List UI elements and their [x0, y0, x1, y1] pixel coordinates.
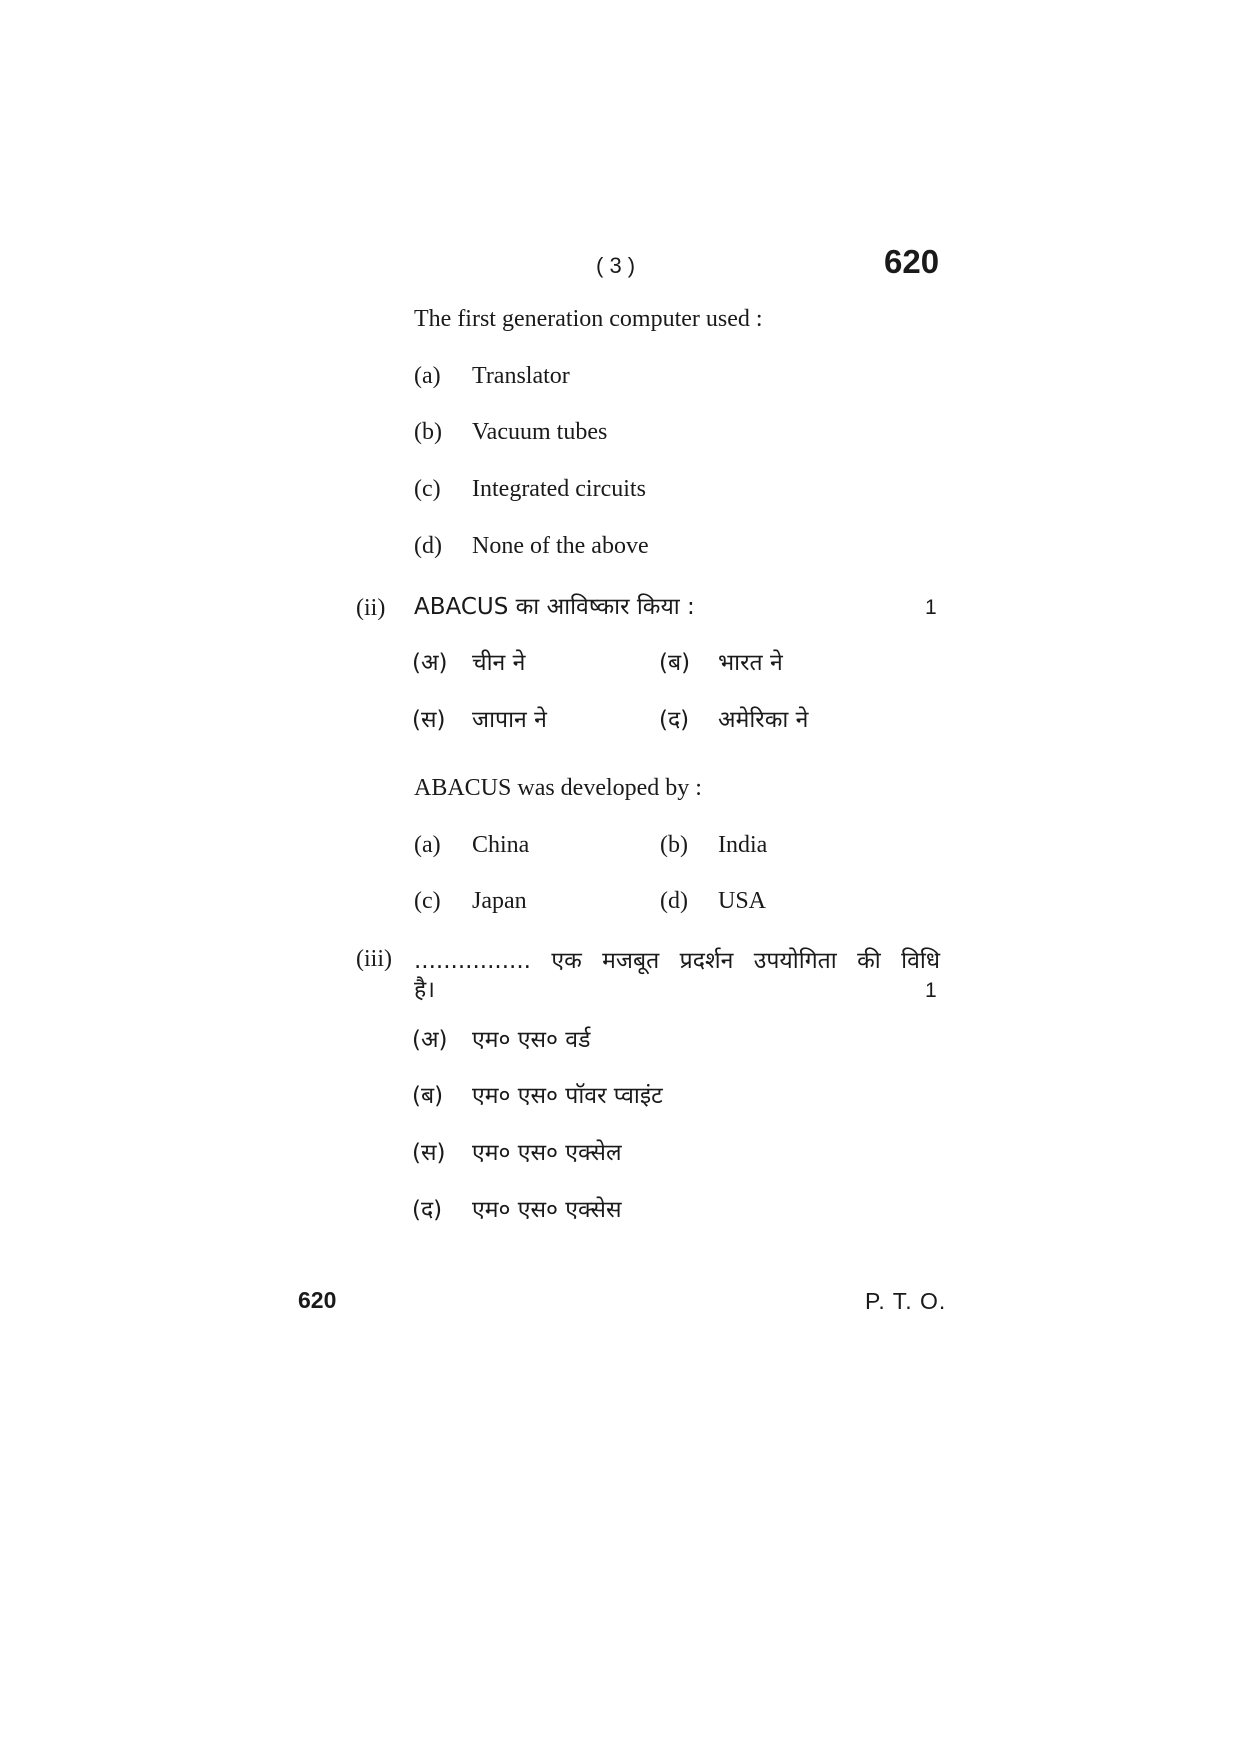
option-text: None of the above [472, 533, 649, 559]
option-label: (d) [660, 888, 688, 914]
option-text: एम० एस० वर्ड [472, 1027, 591, 1053]
paper-code-header: 620 [884, 243, 940, 280]
q1-english-question: The first generation computer used : [414, 306, 763, 332]
option-text: भारत ने [718, 650, 783, 676]
option-text: एम० एस० एक्सेस [472, 1197, 622, 1223]
option-text: एम० एस० पॉवर प्वाइंट [472, 1083, 663, 1109]
option-label: (स) [412, 1140, 446, 1166]
option-label: (a) [414, 363, 441, 389]
q3-hindi-question-line2: है। [414, 977, 435, 1003]
option-label: (d) [414, 533, 442, 559]
option-label: (b) [660, 832, 688, 858]
q2-marks: 1 [925, 596, 937, 619]
option-text: USA [718, 888, 767, 914]
q2-number: (ii) [356, 595, 386, 621]
q3-hindi-question-line1: ................ एक मजबूत प्रदर्शन उपयोगिता की विधि [414, 948, 940, 974]
option-text: Vacuum tubes [472, 419, 608, 445]
option-text: China [472, 832, 530, 858]
option-text: Translator [472, 363, 570, 389]
page-number: ( 3 ) [596, 253, 636, 278]
option-text: Integrated circuits [472, 476, 646, 502]
please-turn-over: P. T. O. [865, 1288, 947, 1314]
option-label: (स) [412, 707, 446, 733]
option-label: (a) [414, 832, 441, 858]
q3-marks: 1 [925, 979, 937, 1002]
q2-english-question: ABACUS was developed by : [414, 775, 702, 801]
option-text: Japan [472, 888, 527, 914]
option-label: (अ) [412, 650, 448, 676]
option-label: (b) [414, 419, 442, 445]
option-label: (द) [412, 1197, 443, 1223]
option-label: (ब) [659, 650, 691, 676]
option-label: (c) [414, 888, 441, 914]
option-text: चीन ने [472, 650, 526, 676]
option-text: एम० एस० एक्सेल [472, 1140, 622, 1166]
option-label: (c) [414, 476, 441, 502]
option-label: (ब) [412, 1083, 444, 1109]
option-text: India [718, 832, 768, 858]
q3-number: (iii) [356, 946, 392, 972]
option-text: जापान ने [472, 707, 547, 733]
q2-hindi-question: ABACUS का आविष्कार किया : [414, 594, 695, 620]
option-label: (अ) [412, 1027, 448, 1053]
paper-code-footer: 620 [298, 1287, 337, 1313]
option-label: (द) [659, 707, 690, 733]
option-text: अमेरिका ने [718, 707, 809, 733]
